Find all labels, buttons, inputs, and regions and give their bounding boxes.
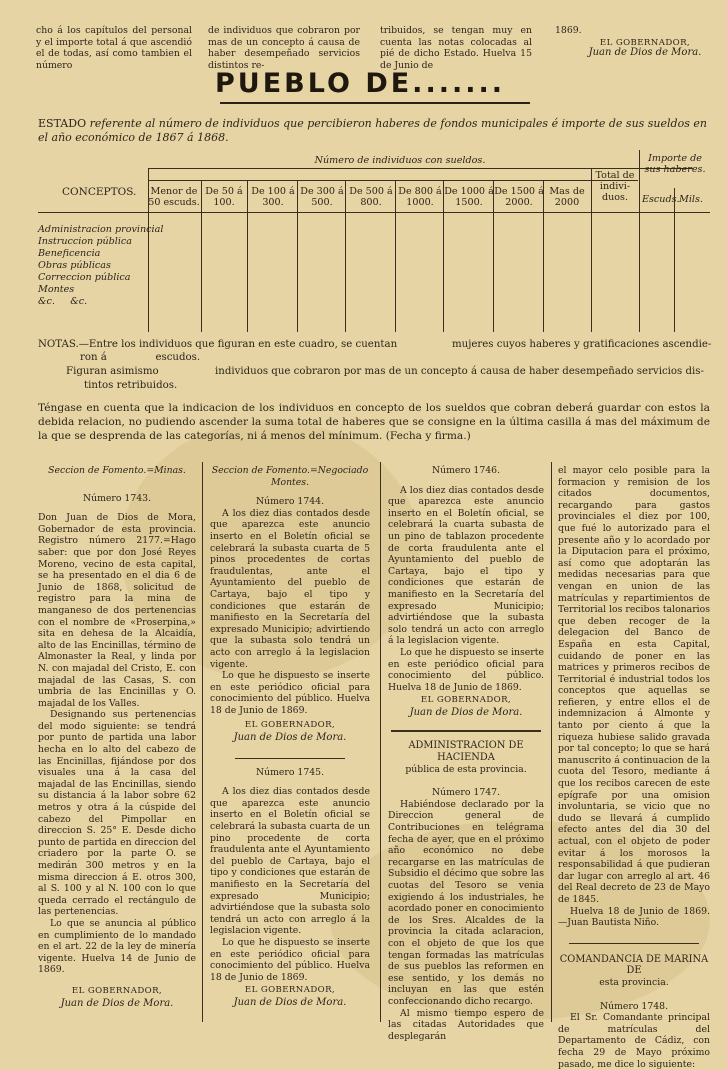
section-heading: ADMINISTRACION DE HACIENDA: [408, 740, 524, 764]
notice-number: Número 1745.: [255, 766, 325, 778]
notice-body: Don Juan de Dios de Mora, Gobernador de esta provincia. Registro número 2177.=Hago saber: que por don José Reyes Moreno, vecino de esta capital, se ha presentado en el dia 6 de Junio de 1868, solicitud de registro para la mina de manganeso de dos pertenencias con el nombre de «Proserpina,» sita en dehesa de la Alcaidía, alto de las Encinillas, término de Almonaster la Real, y linda por N. con majadal del Cristo, E. con majadal de las Casas, S. con umbria de las Encinillas y O. majadal de los Valles.: [38, 512, 196, 709]
notice-number: Número 1748.: [599, 1000, 669, 1012]
col-total: Total de indivi- duos.: [595, 170, 635, 203]
signature-title: EL GOBERNADOR,: [244, 985, 336, 996]
table-importe-header: Importe de sus haberes.: [644, 153, 706, 175]
notice-body: Lo que se anuncia al público en cumplimiento de lo mandado en el art. 22 de la ley de minería vigente. Huelva 14 de Junio de 1869.: [38, 917, 196, 976]
col-100-300: De 100 á 300.: [251, 186, 295, 208]
signature-title: EL GOBERNADOR,: [244, 720, 336, 731]
notice-body: A los diez dias contados desde que aparezca este anuncio inserto en el Boletín oficial se celebrará la subasta cuarta de 5 pinos procedentes de cortas fraudulentas, ante el Ayuntamiento del pueblo de Cartaya, bajo el tipo y condiciones que estarán de manifiesto en la Secretaría del expresado Municipio; advirtiendo que la subasta solo tendrá un acto con arreglo á la legislacion vigente.: [210, 507, 370, 670]
notice-number: Número 1747.: [431, 787, 501, 799]
instruction-paragraph: Téngase en cuenta que la indicacion de los individuos en concepto de los sueldos que cobran deberá guardar con estos la debida relacion, no pudiendo ascender la suma total de haberes que se consigne en la última casilla á mas del máximum de la que se desprenda de las categorías, ni á menos del mínimum. (Fecha y firma.): [38, 402, 710, 442]
notice-number: Número 1744.: [255, 496, 325, 508]
notas-line1b: mujeres cuyos haberes y gratificaciones ascendie-: [452, 339, 712, 350]
separator: [569, 943, 699, 944]
column-2: [210, 465, 370, 1009]
col-1000-1500: De 1000 á 1500.: [444, 186, 494, 208]
notice-body: Huelva 18 de Junio de 1869.—Juan Bautista Niño.: [558, 905, 710, 929]
notice-body: Lo que he dispuesto se inserte en este periódico oficial para conocimiento del público. Huelva 18 de Junio de 1869.: [210, 936, 370, 983]
notas-line3a: Figuran asimismo: [66, 366, 159, 377]
notas-line4: tintos retribuidos.: [84, 380, 178, 391]
col-mas-2000: Mas de 2000: [549, 186, 585, 208]
notas-line3b: individuos que cobraron por mas de un concepto á causa de haber desempeñado servicios dis-: [215, 366, 704, 377]
top-signature-title: EL GOBERNADOR,: [599, 38, 691, 48]
signature-name: Juan de Dios de Mora.: [233, 996, 347, 1008]
notas-line1: —Entre los individuos que figuran en este cuadro, se cuentan: [78, 339, 398, 350]
table-conceptos-header: CONCEPTOS.: [62, 186, 137, 198]
col-300-500: De 300 á 500.: [300, 186, 344, 208]
top-signature-name: Juan de Dios de Mora.: [588, 47, 702, 58]
notice-body: El Sr. Comandante principal de matrículas del Departamento de Cádiz, con fecha 29 de Mayo próximo pasado, me dice lo siguiente:: [558, 1012, 710, 1070]
section-subheading: pública de esta provincia.: [405, 763, 527, 775]
signature-name: Juan de Dios de Mora.: [60, 997, 174, 1009]
top-col1: cho á los capítulos del personal y el importe total á que ascendió el de todas, así como tambien el número: [36, 25, 192, 71]
section-heading: Seccion de Fomento.=Negociado Montes.: [211, 465, 369, 488]
page-title: PUEBLO DE.......: [215, 68, 505, 99]
col-50-100: De 50 á 100.: [205, 186, 243, 208]
column-1: [38, 465, 196, 1009]
column-3: [388, 465, 544, 1042]
table-row: Administracion provincial: [38, 224, 164, 235]
col-mils: Mils.: [679, 194, 703, 205]
notice-number: Número 1746.: [431, 465, 501, 476]
col-1500-2000: De 1500 á 2000.: [494, 186, 544, 208]
col-500-800: De 500 á 800.: [349, 186, 393, 208]
title-rule: [220, 102, 530, 104]
table-row: Montes: [38, 284, 75, 295]
signature-name: Juan de Dios de Mora.: [233, 732, 347, 744]
notas-line2: ron á escudos.: [80, 352, 201, 363]
top-year: 1869.: [555, 25, 582, 36]
table-row: Instruccion pública: [38, 236, 133, 247]
signature-name: Juan de Dios de Mora.: [409, 706, 523, 718]
table-row: &c. &c.: [38, 296, 88, 307]
col-escudos: Escuds.: [642, 194, 680, 205]
estado-lead: ESTADO: [38, 117, 87, 130]
top-col2: de individuos que cobraron por mas de un concepto á causa de haber desempeñado servicios distintos re-: [208, 25, 360, 71]
table-row: Beneficencia: [38, 248, 101, 259]
col-800-1000: De 800 á 1000.: [398, 186, 442, 208]
separator: [391, 730, 541, 732]
section-heading: COMANDANCIA DE MARINA DE: [559, 953, 709, 977]
table-row: Obras públicas: [38, 260, 111, 271]
notice-number: Número 1743.: [82, 492, 152, 504]
notice-body: el mayor celo posible para la formacion y remision de los citados documentos, recargando para gastos provinciales el diez por 100, que fué lo autorizado para el presente año y lo acordado por la Diputacion para el próximo, así como que adoptarán las medidas necesarias para que vengan en union de las matrículas y repartimientos de Territorial los recibos talonarios que deben recoger de la delegacion del Banco de España en esta Capital, cuidando de poner en las matrices y primeros recibos de Territorial é industrial todos los conceptos que aquellas se refieren, y entre ellos el de indemnizacion á Almonte y tanto por ciento á que la riqueza hubiese salido gravada por tal concepto; lo que se hará manuscrito á continuacion de la cuota del Tesoro, mediante á que los recibos carecen de este epígrafe por una omision involuntaria, se vicio que no dudo se llevará á cumplido efecto antes del dia 30 del actual, con el objeto de poder evitar á los morosos la responsabilidad á que pudieran dar lugar con arreglo al art. 46 del Real decreto de 23 de Mayo de 1845.: [558, 465, 710, 905]
estado-text: referente al número de individuos que percibieron haberes de fondos municipales é importe de sus sueldos en el año económico de 1867 á 1868.: [38, 117, 707, 144]
estado-heading: [38, 117, 710, 145]
column-4: [558, 465, 710, 1070]
notice-body: Designando sus pertenencias del modo siguiente: se tendrá por punto de partida una labor hecha en lo alto del cabezo de las Encinillas, fijándose por dos visuales una á la casa del majadal de las Encinillas, siendo su distancia á la labor sobre 62 metros y otra á la cúspide del cabezo del Pimpollar en direccion S. 25° E. Desde dicho punto de partida en direccion del criadero por la parte O. se medirán 300 metros y en la misma direccion á E. otros 300, al S. 100 y al N. 100 con lo que queda cerrado el rectángulo de las pertenencias.: [38, 709, 196, 918]
col-menor-50: Menor de 50 escuds.: [148, 186, 200, 208]
table-row: Correccion pública: [38, 272, 131, 283]
notice-body: Lo que he dispuesto se inserte en este periódico oficial para conocimiento del público. Huelva 18 de Junio de 1869.: [210, 670, 370, 716]
notice-body: A los diez dias contados desde que aparezca este anuncio inserto en el Boletín oficial se celebrará la subasta cuarta de un pino procedente de corta fraudulenta ante el Ayuntamiento del pueblo de Cartaya, bajo el tipo y condiciones que estarán de manifiesto en la Secretaría del expresado Municipio; advirtiéndose que la subasta solo tendrá un acto con arreglo á la legislacion vigente.: [210, 786, 370, 937]
notice-body: Habiéndose declarado por la Direccion general de Contribuciones en telégrama fecha de ayer, que en el próximo año económico no debe recargarse en las matrículas de Subsidio el décimo que sobre las cuotas del Tesoro se venia exigiendo á los industriales, he acordado poner en conocimiento de los Sres. Alcaldes de la provincia la citada aclaracion, con el objeto de que los que tengan formadas las matrículas de sus pueblos las reformen en ese sentido, y los demás no incluyan en las que estén confeccionando dicho recargo.: [388, 798, 544, 1007]
column-rule: [380, 462, 381, 1022]
signature-title: EL GOBERNADOR,: [420, 695, 512, 706]
signature-title: EL GOBERNADOR,: [71, 985, 163, 996]
column-rule: [551, 462, 552, 1022]
column-rule: [202, 462, 203, 1022]
section-subheading: esta provincia.: [599, 976, 669, 988]
separator: [235, 758, 345, 759]
top-col3: tribuidos, se tengan muy en cuenta las notas colocadas al pié de dicho Estado. Huelva 15 de Junio de: [380, 25, 532, 71]
notice-body: A los diez dias contados desde que aparezca este anuncio inserto en el Boletín oficial, se celebrará la cuarta subasta de un pino de tablazon procedente de corta fraudulenta ante el Ayuntamiento del pueblo de Cartaya, bajo el tipo y condiciones que estarán de manifiesto en la Secretaría del expresado Municipio; advirtiéndose que la subasta solo tendrá un acto con arreglo á la legislacion vigente.: [388, 484, 544, 647]
notice-body: Lo que he dispuesto se inserte en este periódico oficial para conocimiento del público. Huelva 18 de Junio de 1869.: [388, 646, 544, 693]
section-heading: Seccion de Fomento.=Minas.: [48, 465, 186, 476]
notice-body: Al mismo tiempo espero de las citadas Autoridades que desplegarán: [388, 1007, 544, 1042]
notas-label: NOTAS.: [38, 339, 79, 350]
table-group-header: Número de individuos con sueldos.: [314, 155, 486, 166]
